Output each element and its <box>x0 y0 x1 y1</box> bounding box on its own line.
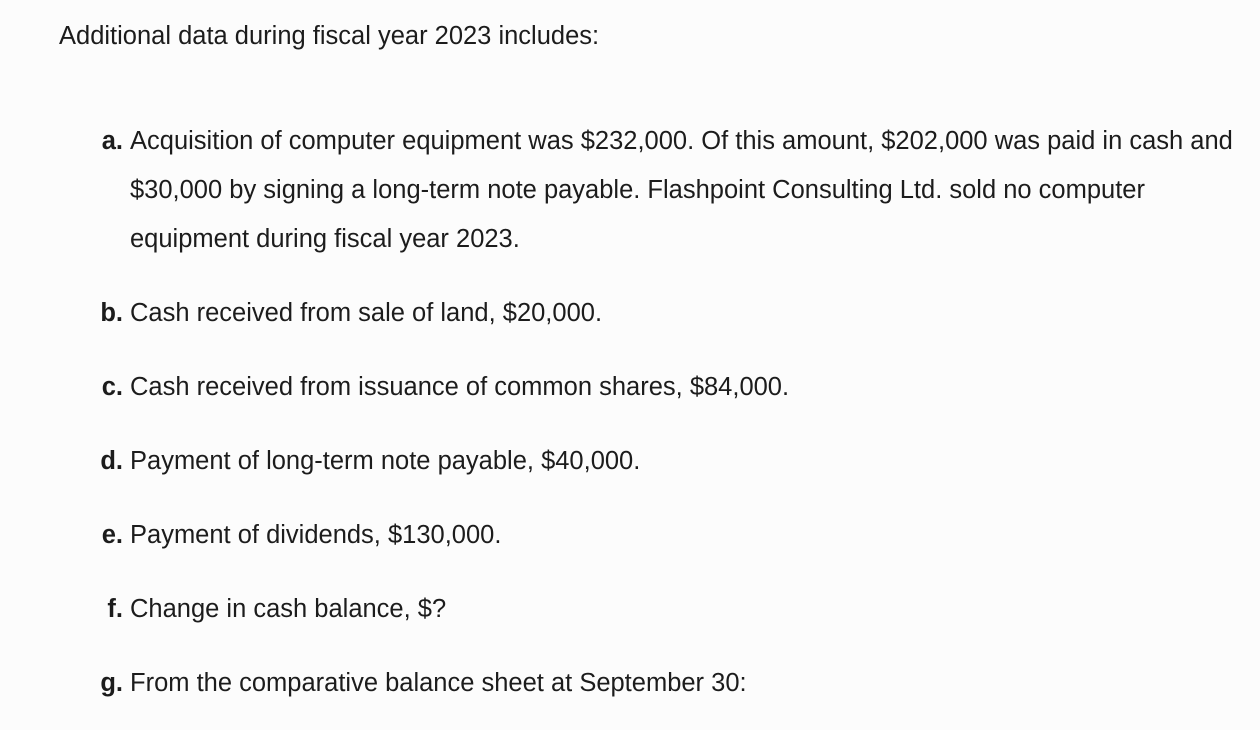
list-item-d <box>59 437 1260 486</box>
item-a-line-2: $30,000 by signing a long-term note payable. Flashpoint Consulting Ltd. sold no computer <box>130 176 1145 204</box>
list-item-g <box>59 659 1260 708</box>
item-a-line-3: equipment during fiscal year 2023. <box>130 225 520 253</box>
item-f-line-1: Change in cash balance, $? <box>130 595 447 623</box>
item-text-e <box>130 511 501 560</box>
intro-text: Additional data during fiscal year 2023 includes: <box>59 22 600 50</box>
item-e-line-1: Payment of dividends, $130,000. <box>130 521 502 549</box>
item-b-line-1: Cash received from sale of land, $20,000. <box>130 299 603 327</box>
list-item-e <box>59 511 1260 560</box>
item-label-g: g. <box>100 669 123 697</box>
item-text-b <box>130 289 602 338</box>
item-d-line-1: Payment of long-term note payable, $40,000. <box>130 447 641 475</box>
item-text-g <box>130 659 747 708</box>
item-text-c <box>130 363 789 412</box>
item-label-c: c. <box>101 373 123 401</box>
item-label-e: e. <box>101 521 123 549</box>
additional-data-list <box>59 117 1260 708</box>
item-text-a <box>130 117 1233 264</box>
list-item-c <box>59 363 1260 412</box>
list-item-f <box>59 585 1260 634</box>
list-item-b <box>59 289 1260 338</box>
item-label-b: b. <box>100 299 123 327</box>
item-a-line-1: Acquisition of computer equipment was $232,000. Of this amount, $202,000 was paid in cash and <box>130 127 1233 155</box>
list-item-a <box>59 117 1260 264</box>
item-g-line-1: From the comparative balance sheet at September 30: <box>130 669 747 697</box>
item-label-a: a. <box>101 127 123 155</box>
item-c-line-1: Cash received from issuance of common shares, $84,000. <box>130 373 790 401</box>
item-text-d <box>130 437 640 486</box>
item-text-f <box>130 585 446 634</box>
item-label-d: d. <box>100 447 123 475</box>
item-label-f: f. <box>107 595 123 623</box>
